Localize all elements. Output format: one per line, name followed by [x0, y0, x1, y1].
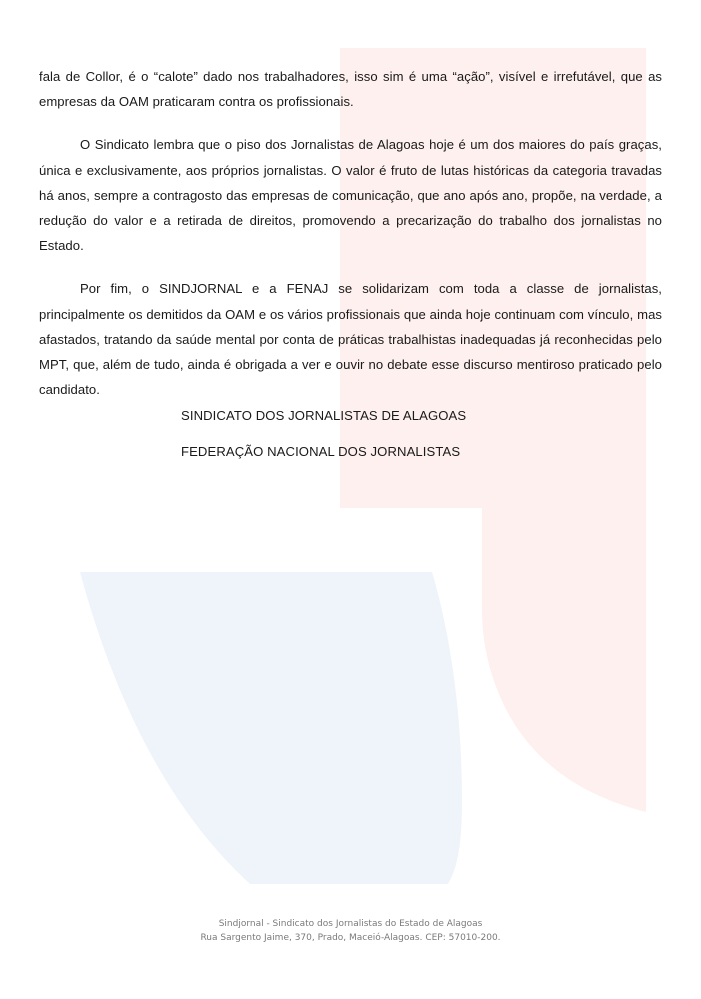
signature-federacao: FEDERAÇÃO NACIONAL DOS JORNALISTAS	[181, 444, 461, 459]
signature-sindicato: SINDICATO DOS JORNALISTAS DE ALAGOAS	[181, 408, 467, 423]
paragraph-2: O Sindicato lembra que o piso dos Jornalistas de Alagoas hoje é um dos maiores do país graças, única e exclusivamente, aos próprios jornalistas. O valor é fruto de lutas históricas da categoria travadas há anos, sempre a contragosto das empresas de comunicação, que ano após ano, propõe, na verdade, a redução do valor e a retirada de direitos, promovendo a precarização do trabalho dos jornalistas no Estado.	[39, 137, 662, 254]
page-footer	[0, 917, 701, 945]
paragraph-1: fala de Collor, é o “calote” dado nos trabalhadores, isso sim é uma “ação”, visível e irrefutável, que as empresas da OAM praticaram contra os profissionais.	[39, 69, 662, 110]
watermark-blue-shape	[80, 572, 462, 884]
letter-body	[39, 64, 662, 420]
footer-address: Rua Sargento Jaime, 370, Prado, Maceió-Alagoas. CEP: 57010-200.	[200, 933, 501, 943]
footer-organization: Sindjornal - Sindicato dos Jornalistas do Estado de Alagoas	[218, 919, 483, 929]
paragraph-3: Por fim, o SINDJORNAL e a FENAJ se solidarizam com toda a classe de jornalistas, principalmente os demitidos da OAM e os vários profissionais que ainda hoje continuam com vínculo, mas afastados, tratando da saúde mental por conta de práticas trabalhistas inadequadas já reconhecidas pelo MPT, que, além de tudo, ainda é obrigada a ver e ouvir no debate esse discurso mentiroso praticado pelo candidato.	[39, 281, 662, 398]
